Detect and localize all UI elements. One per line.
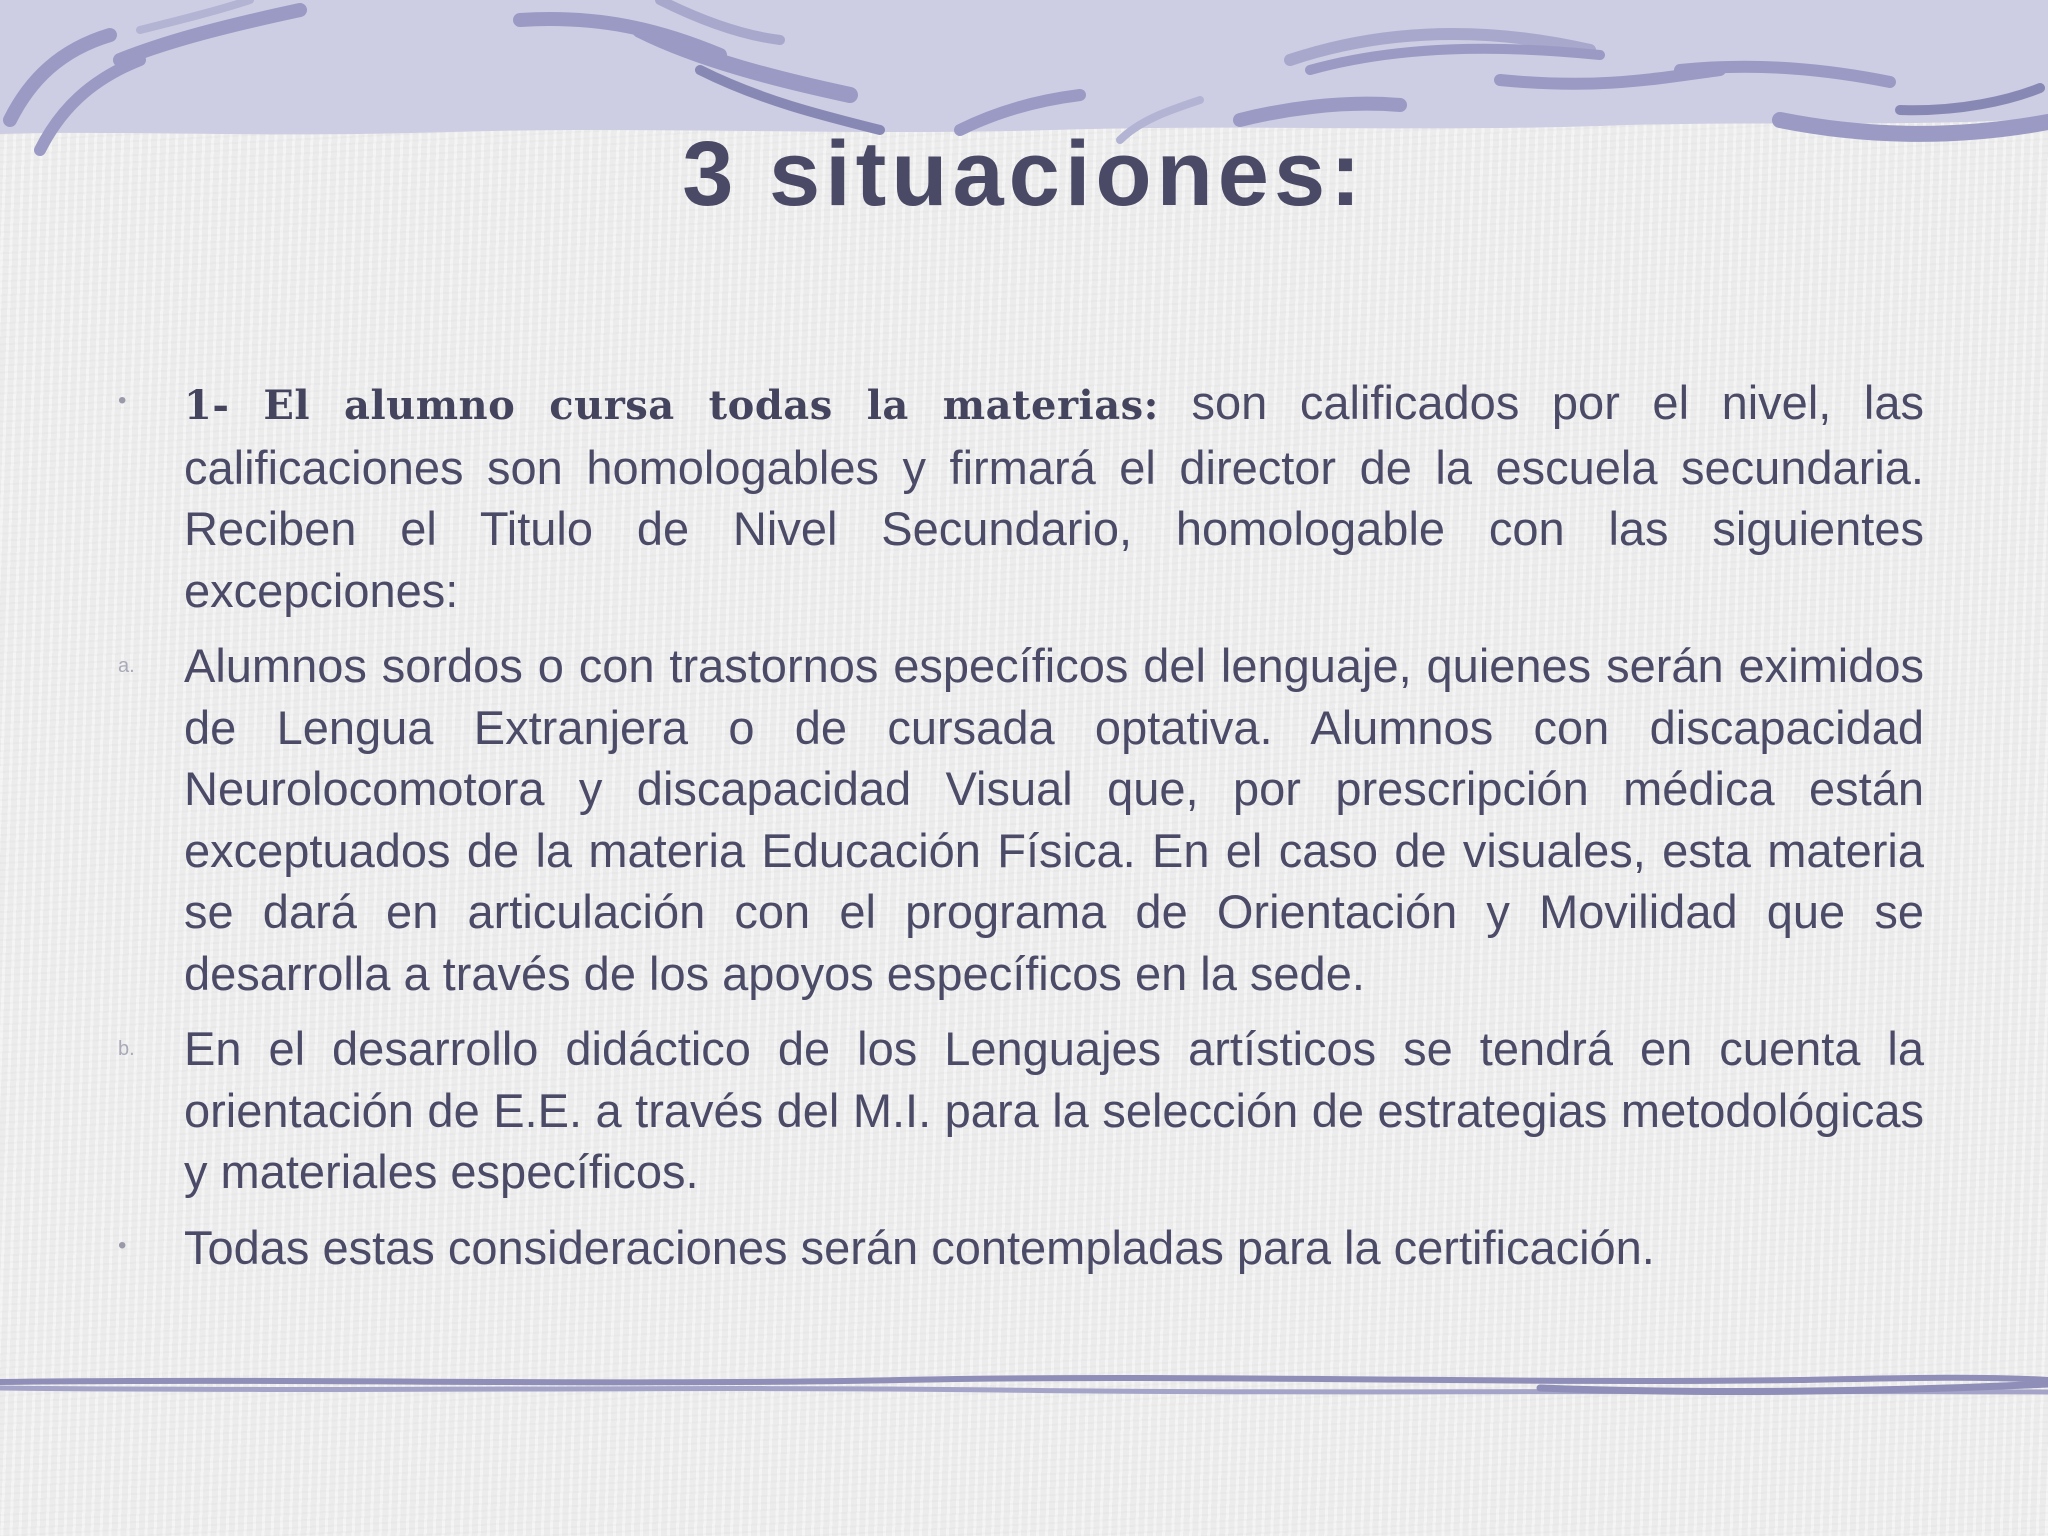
list-item-body: Alumnos sordos o con trastornos específicos del lenguaje, quienes serán eximidos de Lengua Extranjera o de cursada optativa. Alumnos con discapacidad Neurolocomotora y discapacidad Visual que, por prescripción médica están exceptuados de la materia Educación Física. En el caso de visuales, esta materia se dará en articulación con el programa de Orientación y Movilidad que se desarrolla a través de los apoyos específicos en la sede. [184,639,1924,1000]
list-marker: a. [118,655,135,677]
list-item-body: En el desarrollo didáctico de los Lenguajes artísticos se tendrá en cuenta la orientación de E.E. a través del M.I. para la selección de estrategias metodológicas y materiales específicos. [184,1022,1924,1198]
list-item-body: Todas estas consideraciones serán contempladas para la certificación. [184,1220,1655,1274]
list-item [100,635,1924,1004]
bullet-marker: • [118,387,127,414]
list-item [100,1018,1924,1203]
list-item-body: son calificados por el nivel, las calificaciones son homologables y firmará el director de la escuela secundaria. Reciben el Titulo de Nivel Secundario, homologable con las siguientes excepciones: [184,376,1924,617]
list-item [100,1217,1924,1279]
list-item-lead: 1- El alumno cursa todas la materias: [184,382,1159,429]
bullet-marker: • [118,1231,127,1259]
bullet-list [100,372,1924,1278]
decorative-bottom-line [0,1368,2048,1408]
list-marker: b. [118,1038,135,1060]
list-item-text [184,372,1924,621]
slide-title: 3 situaciones: [682,123,1366,225]
list-item [100,372,1924,621]
